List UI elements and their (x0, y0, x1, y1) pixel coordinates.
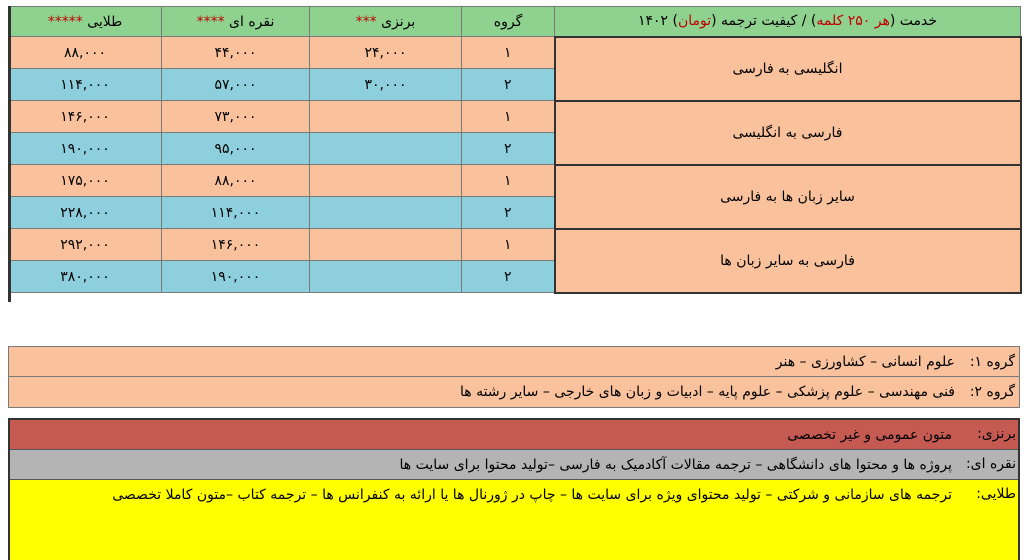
bronze-price (310, 229, 462, 261)
gold-price: ۲۲۸,۰۰۰ (9, 197, 162, 229)
group-description: علوم انسانی – کشاورزی – هنر (775, 353, 955, 370)
bronze-price: ۳۰,۰۰۰ (310, 69, 462, 101)
gold-level-row (10, 480, 1018, 560)
silver-price: ۸۸,۰۰۰ (162, 165, 310, 197)
gold-stars: ***** (47, 13, 83, 30)
silver-price: ۱۱۴,۰۰۰ (162, 197, 310, 229)
group-cell: ۲ (462, 261, 555, 293)
silver-price: ۵۷,۰۰۰ (162, 69, 310, 101)
price-table (8, 6, 1022, 294)
group-cell: ۲ (462, 133, 555, 165)
bronze-price (310, 133, 462, 165)
silver-price: ۱۹۰,۰۰۰ (162, 261, 310, 293)
level-description: ترجمه های سازمانی و شرکتی – تولید محتوای ویژه برای سایت ها – چاپ در ژورنال ها یا ارائه به کنفرانس ها – ترجمه کتاب –متون کاملا تخصصی (112, 487, 952, 503)
bronze-price: ۲۴,۰۰۰ (310, 37, 462, 69)
group-row (9, 377, 1019, 407)
bronze-price (310, 101, 462, 133)
group-cell: ۲ (462, 197, 555, 229)
bronze-price (310, 261, 462, 293)
service-quality-header: خدمت (هر ۲۵۰ کلمه) / کیفیت ترجمه (تومان) ۱۴۰۲ (555, 7, 1021, 37)
gold-price: ۱۱۴,۰۰۰ (9, 69, 162, 101)
group-cell: ۱ (462, 229, 555, 261)
table-row (9, 101, 1021, 133)
service-name: فارسی به سایر زبان ها (555, 229, 1021, 293)
bronze-price (310, 165, 462, 197)
silver-stars: **** (196, 13, 225, 30)
level-label: نقره ای: (965, 456, 1016, 472)
group-header: گروه (462, 7, 555, 37)
bronze-price (310, 197, 462, 229)
gold-price: ۱۴۶,۰۰۰ (9, 101, 162, 133)
level-label: طلایی: (976, 486, 1016, 502)
bronze-header: برنزی *** (310, 7, 462, 37)
silver-price: ۴۴,۰۰۰ (162, 37, 310, 69)
silver-level-row (10, 450, 1018, 480)
level-description: پروژه ها و محتوا های دانشگاهی – ترجمه مقالات آکادمیک به فارسی –تولید محتوا برای سایت ها (399, 456, 952, 473)
group-cell: ۱ (462, 37, 555, 69)
group-cell: ۲ (462, 69, 555, 101)
level-label: برنزی: (977, 426, 1016, 442)
gold-price: ۳۸۰,۰۰۰ (9, 261, 162, 293)
gold-price: ۱۹۰,۰۰۰ (9, 133, 162, 165)
level-description: متون عمومی و غیر تخصصی (787, 426, 952, 443)
group-description: فنی مهندسی – علوم پزشکی – علوم پایه – ادبیات و زبان های خارجی – سایر رشته ها (459, 384, 955, 400)
group-label: گروه ۲: (969, 384, 1015, 400)
silver-price: ۹۵,۰۰۰ (162, 133, 310, 165)
gold-header: طلایی ***** (9, 7, 162, 37)
silver-price: ۷۳,۰۰۰ (162, 101, 310, 133)
group-definitions (8, 346, 1020, 408)
silver-header: نقره ای **** (162, 7, 310, 37)
gold-price: ۱۷۵,۰۰۰ (9, 165, 162, 197)
group-cell: ۱ (462, 165, 555, 197)
gold-price: ۸۸,۰۰۰ (9, 37, 162, 69)
silver-price: ۱۴۶,۰۰۰ (162, 229, 310, 261)
bronze-level-row (10, 420, 1018, 450)
service-name: فارسی به انگلیسی (555, 101, 1021, 165)
table-row (9, 165, 1021, 197)
group-row (9, 347, 1019, 377)
table-row (9, 37, 1021, 69)
service-name: انگلیسی به فارسی (555, 37, 1021, 101)
table-row (9, 229, 1021, 261)
price-table-header (9, 7, 1021, 37)
quality-level-definitions (8, 418, 1020, 560)
gold-price: ۲۹۲,۰۰۰ (9, 229, 162, 261)
group-label: گروه ۱: (969, 353, 1015, 370)
bronze-stars: *** (355, 13, 377, 30)
table-left-border (8, 6, 11, 302)
service-name: سایر زبان ها به فارسی (555, 165, 1021, 229)
group-cell: ۱ (462, 101, 555, 133)
